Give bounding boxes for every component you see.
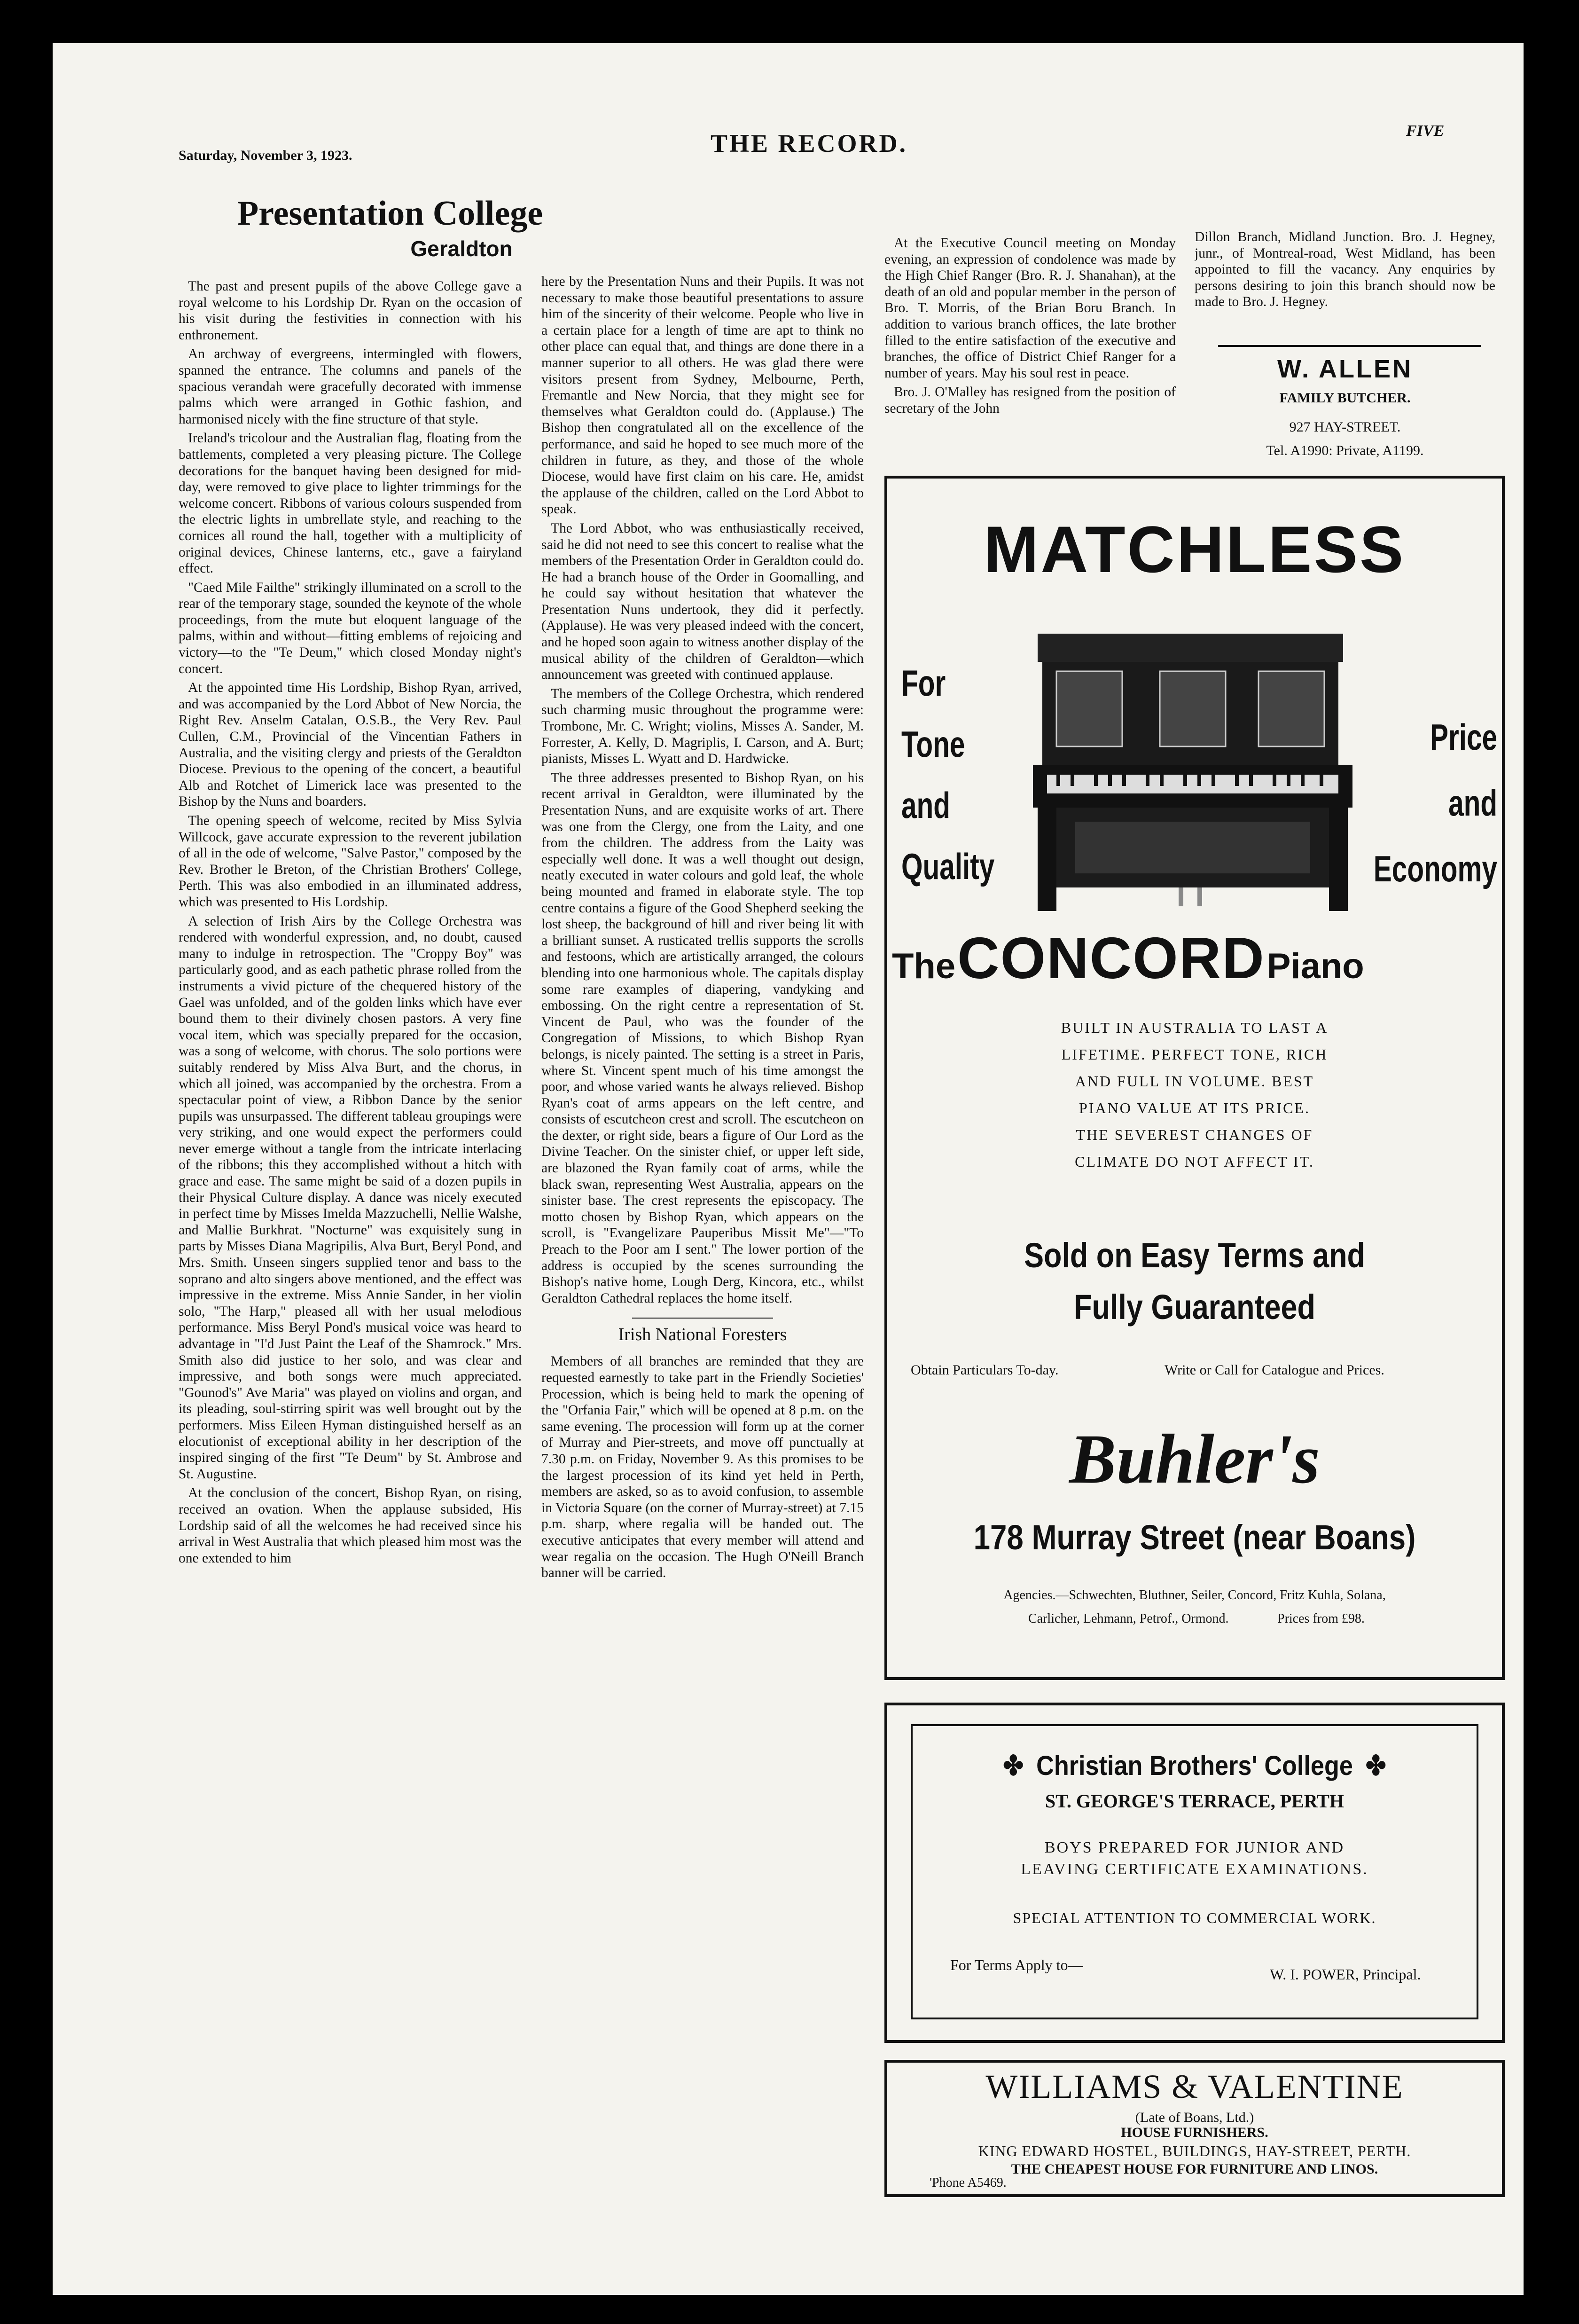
description-line: CLIMATE DO NOT AFFECT IT. bbox=[1075, 1153, 1314, 1170]
description-line: LIFETIME. PERFECT TONE, RICH bbox=[1061, 1046, 1328, 1063]
page-number: FIVE bbox=[1406, 122, 1445, 140]
buhlers-signature: Buhler's bbox=[1069, 1420, 1320, 1498]
college-title: Christian Brothers' College bbox=[1036, 1751, 1353, 1781]
paragraph: A selection of Irish Airs by the College Orchestra was rendered with wonderful expression, and, no doubt, caused many to indulge in retrospection. The "Croppy Boy" was particularly good, and as each pathetic phrase rolled from the instruments a vivid picture of the chequered history of the Gael was unfolded, and of the golden links which have ever bound them to their divinely chosen pastors. A very fine vocal item, which was specially prepared for the occasion, was a song of welcome, with chorus. The solo portions were suitably rendered by Miss Alva Burt, and the chorus, in which all joined, was accompanied by the orchestra. From a spectacular point of view, a Ribbon Dance by the senior pupils was unsurpassed. The different tableau groupings were very striking, and one would expect the performers could never emerge without a tangle from the intricate interlacing of the ribbons; this they accomplished without a hitch with grace and ease. The same might be said of a dozen pupils in their Physical Culture display. A dance was nicely executed in perfect time by Misses Imelda Mazzuchelli, Nellie Walshe, and Mallie Burkhrat. "Nocturne" was exquisitely sung in parts by Misses Diana Magripilis, Alva Burt, Beryl Pond, and Mrs. Smith. Unseen singers supplied tenor and bass to the soprano and alto singers above mentioned, and the effect was impressive in the extreme. Miss Annie Sander, in her violin solo, "The Harp," pleased all with her usual melodious performance. Miss Beryl Pond's musical voice was heard to advantage in "I'd Just Paint the Leaf of the Shamrock." Mrs. Smith also did justice to her solo, and was clear and impressive, and both songs were much appreciated. "Gounod's" Ave Maria" was played on violins and organ, and its pleading, soul-stirring spirit was well brought out by the performers. Miss Eileen Hyman distinguished herself as an elocutionist of exceptional ability in her description of the inspired singing of the first "Te Deum" by St. Ambrose and St. Augustine. bbox=[179, 913, 522, 1482]
ad-brand: MATCHLESS bbox=[984, 512, 1406, 586]
agencies-line-2: Carlicher, Lehmann, Petrof., Ormond. bbox=[1028, 1611, 1229, 1626]
paragraph: At the conclusion of the concert, Bishop Ryan, on rising, received an ovation. When the applause subsided, His Lordship said of all the welcomes he had received since his arrival in West Australia that which pleased him most was the one extended to him bbox=[179, 1485, 522, 1566]
furnisher-slogan: THE CHEAPEST HOUSE FOR FURNITURE AND LINOS. bbox=[1011, 2161, 1378, 2177]
slogan-word: Price bbox=[1430, 716, 1497, 758]
piano-illustration bbox=[1028, 634, 1357, 916]
slogan-word: and bbox=[1448, 782, 1497, 824]
college-advertisement bbox=[884, 1703, 1505, 2043]
butcher-address: 927 HAY-STREET. bbox=[1289, 419, 1401, 435]
college-apply: For Terms Apply to— bbox=[950, 1956, 1083, 1973]
furnisher-address: KING EDWARD HOSTEL, BUILDINGS, HAY-STREET, PERTH. bbox=[978, 2143, 1411, 2159]
issue-date: Saturday, November 3, 1923. bbox=[179, 148, 352, 163]
college-special: SPECIAL ATTENTION TO COMMERCIAL WORK. bbox=[1013, 1909, 1376, 1926]
headline-piano: Piano bbox=[1266, 946, 1364, 986]
article-column-2 bbox=[541, 274, 864, 2290]
headline-concord: CONCORD bbox=[957, 926, 1265, 991]
article-subtitle: Geraldton bbox=[410, 236, 513, 261]
slogan-word: Economy bbox=[1373, 848, 1497, 889]
description-line: THE SEVEREST CHANGES OF bbox=[1076, 1126, 1313, 1143]
description-line: PIANO VALUE AT ITS PRICE. bbox=[1079, 1099, 1310, 1116]
divider bbox=[1218, 345, 1481, 347]
college-principal: W. I. POWER, Principal. bbox=[1270, 1966, 1421, 1983]
paragraph: The members of the College Orchestra, which rendered such charming music throughout the programme were: Trombone, Mr. C. Wright; violins, Misses A. Sander, M. Forrester, A. Kelly, D. Magriplis, I. Carson, and A. Burt; pianists, Misses L. Wyatt and D. Hardwicke. bbox=[541, 686, 864, 767]
slogan-word: For bbox=[901, 662, 946, 704]
newspaper-page bbox=[53, 43, 1524, 2295]
description-line: BUILT IN AUSTRALIA TO LAST A bbox=[1061, 1019, 1329, 1036]
terms-line-1: Sold on Easy Terms and bbox=[1024, 1236, 1365, 1275]
furnisher-advertisement bbox=[884, 2060, 1505, 2197]
article-column-3 bbox=[884, 235, 1176, 475]
ad-headline bbox=[892, 925, 1498, 992]
slogan-word: and bbox=[901, 785, 951, 826]
description-line: AND FULL IN VOLUME. BEST bbox=[1075, 1073, 1314, 1090]
paragraph: Ireland's tricolour and the Australian flag, floating from the battlements, completed a very pleasing picture. The College decorations for the banquet having been designed for mid-day, were removed to give place to lighter trimmings for the welcome concert. Ribbons of various colours suspended from the electric lights in umbrellate style, and reaching to the cornices all round the hall, together with a multiplicity of original devices, Chinese lanterns, etc., gave a fairyland effect. bbox=[179, 431, 522, 576]
paragraph: here by the Presentation Nuns and their Pupils. It was not necessary to make those beautiful presentations to assure him of the sincerity of their welcome. People who live in a certain place for a length of time are apt to think no other place can equal that, and things are done there in a manner superior to all others. He was glad there were visitors present from Sydney, Melbourne, Perth, Fremantle and New Norcia, that they might see for themselves what Geraldton could do. (Applause.) The Bishop then congratulated all on the excellence of the performance, and said he hoped to see much more of the children in future, as they, and those of the whole Diocese, would have first claim on his care. He, amidst the applause of the children, called on the Lord Abbot to speak. bbox=[541, 274, 864, 517]
paragraph: The Lord Abbot, who was enthusiastically received, said he did not need to see this concert to realise what the members of the Presentation Order in Geraldton could do. He had a branch house of the Order in Goomalling, and he could say without hesitation that whatever the Presentation Nuns undertook, they did it perfectly. (Applause). He was very pleased indeed with the concert, and he hoped soon again to witness another display of the musical ability of the children of Geraldton—which announcement was greeted with continued applause. bbox=[541, 520, 864, 683]
furnisher-phone: 'Phone A5469. bbox=[930, 2175, 1007, 2190]
paragraph: The three addresses presented to Bishop Ryan, on his recent arrival in Geraldton, were illuminated by the Presentation Nuns, and are exquisite works of art. There was one from the Clergy, one from the Laity, and one from the children. The address from the Laity was especially well done. It was a well thought out design, neatly executed in water colours and gold leaf, the whole being mounted and framed in elaborate style. The top centre contains a figure of the Good Shepherd seeking the lost sheep, the background of hill and river being lit with a brilliant sunset. A rusticated trellis supports the scrolls and festoons, which are artistically arranged, the colours blending into one harmonious whole. The capitals display some rare examples of diapering, vandyking and embossing. On the right centre a representation of St. Vincent de Paul, who was the founder of the Congregation of Missions, to which Bishop Ryan belongs, is nicely painted. The setting is a street in Paris, where St. Vincent spent much of his time amongst the poor, and whose varied wants he always relieved. Bishop Ryan's coat of arms appears on the left centre, and consists of escutcheon crest and scroll. The escutcheon on the dexter, or right side, bears a figure of Our Lord as the Divine Teacher. On the sinister chief, or upper left side, are blazoned the Ryan family coat of arms, while the black swan, representing West Australia, appears on the sinister base. The crest represents the episcopacy. The motto chosen by Bishop Ryan, which appears on the scroll, is "Evangelizare Pauperibus Missit Me"—"To Preach to the Poor am I sent." The lower portion of the address is occupied by the scenes surrounding the Bishop's native home, Lough Derg, Kincora, etc., whilst Geraldton Cathedral replaces the home itself. bbox=[541, 770, 864, 1306]
college-location: ST. GEORGE'S TERRACE, PERTH bbox=[1045, 1790, 1344, 1812]
article-column-1 bbox=[179, 278, 522, 2285]
ornament-icon: ✤ bbox=[1365, 1751, 1386, 1781]
divider bbox=[632, 1318, 773, 1319]
college-ad-inner-border bbox=[911, 1724, 1478, 2019]
ornament-icon: ✤ bbox=[1003, 1751, 1024, 1781]
furnisher-late: (Late of Boans, Ltd.) bbox=[1135, 2110, 1254, 2125]
paragraph: "Caed Mile Failthe" strikingly illuminated on a scroll to the rear of the temporary stage, sounded the keynote of the whole proceedings, from the mute but eloquent language of the palms, within and without—fitting emblems of rejoicing and victory—to the "Te Deum," which closed Monday night's concert. bbox=[179, 580, 522, 676]
article-column-4 bbox=[1195, 229, 1495, 356]
slogan-word: Tone bbox=[901, 723, 965, 765]
slogan-left bbox=[901, 652, 994, 897]
college-line-1: BOYS PREPARED FOR JUNIOR AND bbox=[1044, 1839, 1345, 1856]
paragraph: At the appointed time His Lordship, Bishop Ryan, arrived, and was accompanied by the Lord Abbot of New Norcia, the Right Rev. Anselm Catalan, O.S.B., the Very Rev. Paul Cullen, C.M., Provincial of the Vincentian Fathers in Australia, and the visiting clergy and priests of the Geraldton Diocese. Previous to the opening of the concert, a beautiful Alb and Rotchet of Limerick lace was presented to the Bishop by the Nuns and boarders. bbox=[179, 680, 522, 809]
catalogue-note: Write or Call for Catalogue and Prices. bbox=[1165, 1362, 1384, 1378]
shop-address: 178 Murray Street (near Boans) bbox=[973, 1518, 1416, 1557]
butcher-name: W. ALLEN bbox=[1277, 355, 1413, 383]
piano-advertisement bbox=[884, 476, 1505, 1680]
obtain-particulars: Obtain Particulars To-day. bbox=[911, 1362, 1059, 1378]
paragraph: The past and present pupils of the above College gave a royal welcome to his Lordship Dr. Ryan on the occasion of his visit during the festivities in connection with his enthronement. bbox=[179, 279, 522, 343]
slogan-right bbox=[1374, 704, 1497, 902]
paragraph: Members of all branches are reminded that they are requested earnestly to take part in the Friendly Societies' Procession, which is being held to mark the opening of the "Orfania Fair," which will be opened at 8 p.m. on the same evening. The procession will form up at the corner of Murray and Pier-streets, and move off punctually at 7.30 p.m. on Friday, November 9. As this promises to be the largest procession of its kind yet held in Perth, members are asked, so as to avoid confusion, to assemble in Victoria Square (on the corner of Murray-street) at 7.15 p.m. sharp, where regalia will be handed out. The executive anticipates that every member will attend and wear regalia on the occasion. The Hugh O'Neill Branch banner will be carried. bbox=[541, 1354, 864, 1581]
slogan-word: Quality bbox=[901, 846, 995, 887]
paragraph: The opening speech of welcome, recited by Miss Sylvia Willcock, gave accurate expression to the reverent jubilation of all in the ode of welcome, "Salve Pastor," composed by the Rev. Brother le Breton, of the Christian Brothers' College, Perth. This was also embodied in an illuminated address, which was presented to His Lordship. bbox=[179, 813, 522, 910]
agencies-line-1: Agencies.—Schwechten, Bluthner, Seiler, Concord, Fritz Kuhla, Solana, bbox=[1003, 1588, 1386, 1602]
butcher-trade: FAMILY BUTCHER. bbox=[1279, 390, 1411, 406]
butcher-telephone: Tel. A1990: Private, A1199. bbox=[1266, 443, 1424, 458]
article-title: Presentation College bbox=[237, 194, 543, 233]
prices-from: Prices from £98. bbox=[1277, 1611, 1365, 1626]
college-name bbox=[941, 1750, 1448, 1782]
headline-the: The bbox=[892, 946, 956, 986]
terms-line-2: Fully Guaranteed bbox=[1074, 1288, 1315, 1327]
furnisher-trade: HOUSE FURNISHERS. bbox=[1121, 2125, 1268, 2140]
furnisher-name: WILLIAMS & VALENTINE bbox=[985, 2068, 1404, 2105]
paragraph: At the Executive Council meeting on Monday evening, an expression of condolence was made by the High Chief Ranger (Bro. R. J. Shanahan), at the death of an old and popular member in the person of Bro. T. Morris, of the Brian Boru Branch. In addition to various branch offices, the late brother filled to the entire satisfaction of the executive and branches, the office of District Chief Ranger for a number of years. May his soul rest in peace. bbox=[884, 236, 1176, 381]
college-line-2: LEAVING CERTIFICATE EXAMINATIONS. bbox=[1021, 1861, 1368, 1878]
paragraph: Dillon Branch, Midland Junction. Bro. J. Hegney, junr., of Montreal-road, West Midland, has been appointed to fill the vacancy. Any enquiries by persons desiring to join this branch should now be made to Bro. J. Hegney. bbox=[1195, 229, 1495, 310]
paragraph: Bro. J. O'Malley has resigned from the position of secretary of the John bbox=[884, 385, 1176, 416]
masthead: THE RECORD. bbox=[711, 129, 908, 157]
section-heading: Irish National Foresters bbox=[618, 1325, 787, 1345]
paragraph: An archway of evergreens, intermingled with flowers, spanned the entrance. The columns and panels of the spacious verandah were gracefully decorated with immense palms which were arranged in Gothic fashion, and harmonised nicely with the fine structure of that style. bbox=[179, 346, 522, 427]
piano-description bbox=[887, 1014, 1502, 1175]
